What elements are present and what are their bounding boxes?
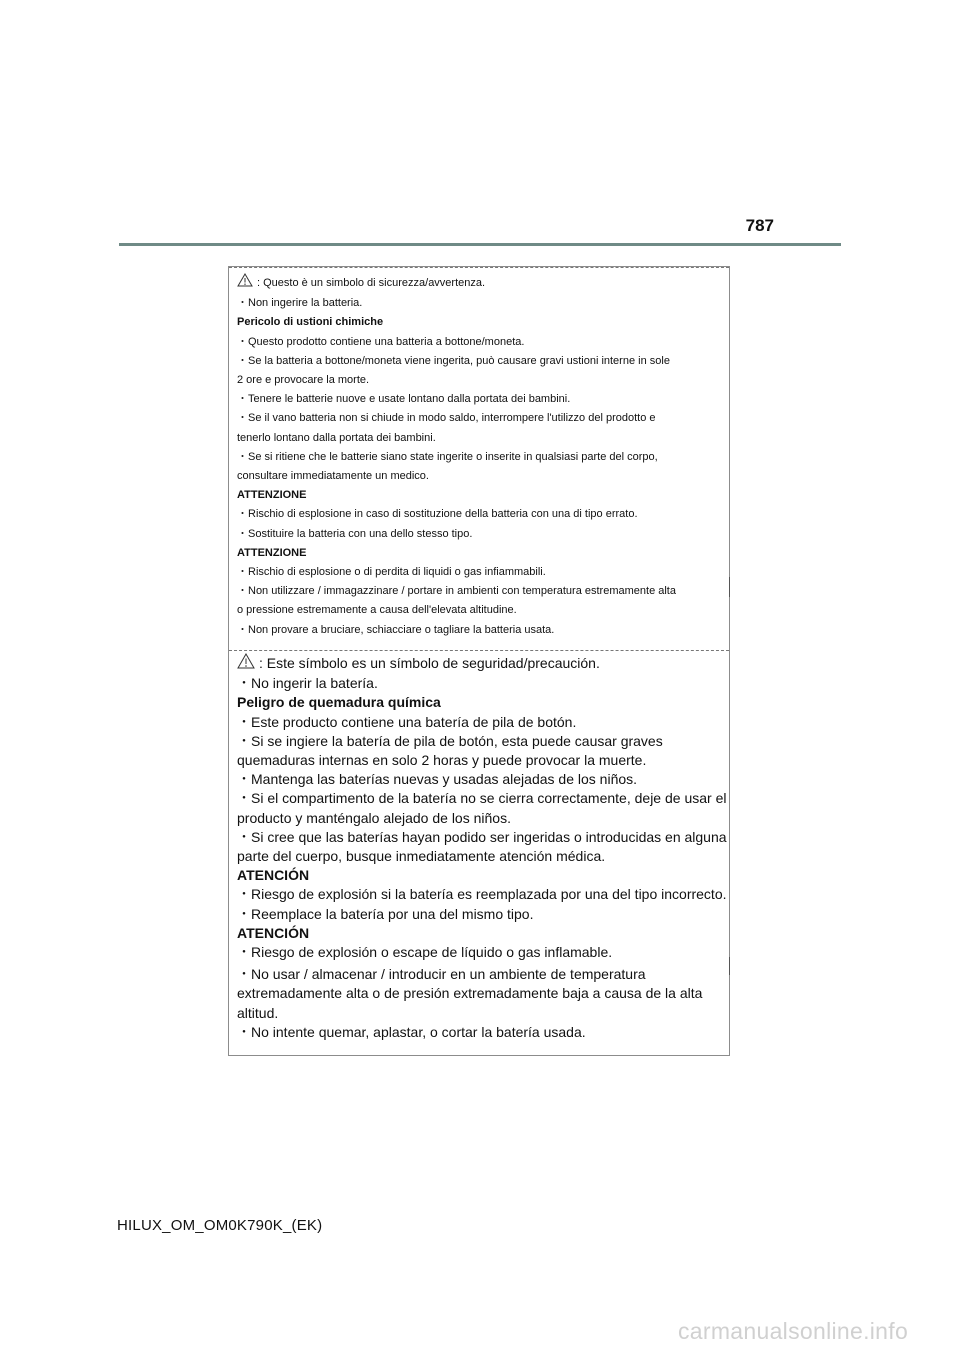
es-line: producto y manténgalo alejado de los niños. [237,809,511,826]
es-line: ・Reemplace la batería por una del mismo tipo. [237,905,534,922]
es-line: ・No intente quemar, aplastar, o cortar la batería usada. [237,1023,586,1040]
it-line: ・Non provare a bruciare, schiacciare o tagliare la batteria usata. [237,623,555,636]
es-heading: ATENCIÓN [237,867,310,884]
it-line: ・Rischio di esplosione in caso di sostituzione della batteria con una di tipo errato. [237,508,638,521]
it-line: ・Se si ritiene che le batterie siano state ingerite o inserite in qualsiasi parte del corpo, [237,450,658,463]
it-line: ・Questo prodotto contiene una batteria a bottone/moneta. [237,335,525,348]
es-line: ・Mantenga las baterías nuevas y usadas alejadas de los niños. [237,771,638,788]
it-line: ・Tenere le batterie nuove e usate lontano dalla portata dei bambini. [237,393,571,406]
es-line: altitud. [237,1004,279,1021]
es-line: ・Si el compartimento de la batería no se cierra correctamente, deje de usar el [237,790,727,807]
it-heading: Pericolo di ustioni chimiche [237,316,384,329]
es-line: ・No ingerir la batería. [237,675,378,692]
italian-warning-symbol-text: : Questo è un simbolo di sicurezza/avvertenza. [257,277,486,289]
header-rule [119,243,841,246]
spanish-warning-section [237,653,727,1042]
battery-warning-box [228,266,730,1056]
it-heading: ATTENZIONE [237,546,307,559]
es-line: ・Riesgo de explosión si la batería es reemplazada por una del tipo incorrecto. [237,886,727,903]
italian-warning-symbol-line [237,273,723,294]
it-line: ・Non ingerire la batteria. [237,297,363,310]
es-line: ・Si cree que las baterías hayan podido ser ingeridas o introducidas en alguna [237,828,727,845]
es-line: quemaduras internas en solo 2 horas y puede provocar la muerte. [237,752,647,769]
warning-triangle-icon [237,273,253,294]
es-line: ・Este producto contiene una batería de pila de botón. [237,713,577,730]
italian-warning-section [237,273,723,640]
it-line: 2 ore e provocare la morte. [237,374,370,387]
es-heading: ATENCIÓN [237,924,310,941]
document-code: HILUX_OM_OM0K790K_(EK) [117,1217,323,1234]
es-heading: Peligro de quemadura química [237,694,441,711]
box-top-dashed-border [229,267,729,268]
es-line: ・Si se ingiere la batería de pila de botón, esta puede causar graves [237,732,663,749]
it-line: ・Non utilizzare / immagazzinare / portare in ambienti con temperatura estremamente alta [237,585,676,598]
es-line: extremadamente alta o de presión extremadamente baja a causa de la alta [237,985,703,1002]
it-line: consultare immediatamente un medico. [237,470,429,483]
es-line: parte del cuerpo, busque inmediatamente atención médica. [237,848,606,865]
it-line: ・Sostituire la batteria con una dello stesso tipo. [237,527,473,540]
spanish-warning-symbol-text: : Este símbolo es un símbolo de seguridad/precaución. [259,655,600,671]
es-line: ・Riesgo de explosión o escape de líquido o gas inflamable. [237,944,613,961]
page-number: 787 [745,216,774,235]
section-divider [229,650,729,651]
it-line: o pressione estremamente a causa dell'elevata altitudine. [237,604,517,617]
it-line: ・Se il vano batteria non si chiude in modo saldo, interrompere l'utilizzo del prodotto e [237,412,656,425]
it-line: ・Rischio di esplosione o di perdita di liquidi o gas infiammabili. [237,566,546,579]
side-mark [729,957,730,975]
es-line: ・No usar / almacenar / introducir en un ambiente de temperatura [237,966,646,983]
watermark: carmanualsonline.info [678,1318,909,1344]
it-line: ・Se la batteria a bottone/moneta viene ingerita, può causare gravi ustioni interne in sole [237,354,670,367]
it-heading: ATTENZIONE [237,489,307,502]
it-line: tenerlo lontano dalla portata dei bambini. [237,431,436,444]
side-mark [729,577,730,597]
spanish-warning-symbol-line [237,653,723,674]
warning-triangle-icon [237,653,255,674]
